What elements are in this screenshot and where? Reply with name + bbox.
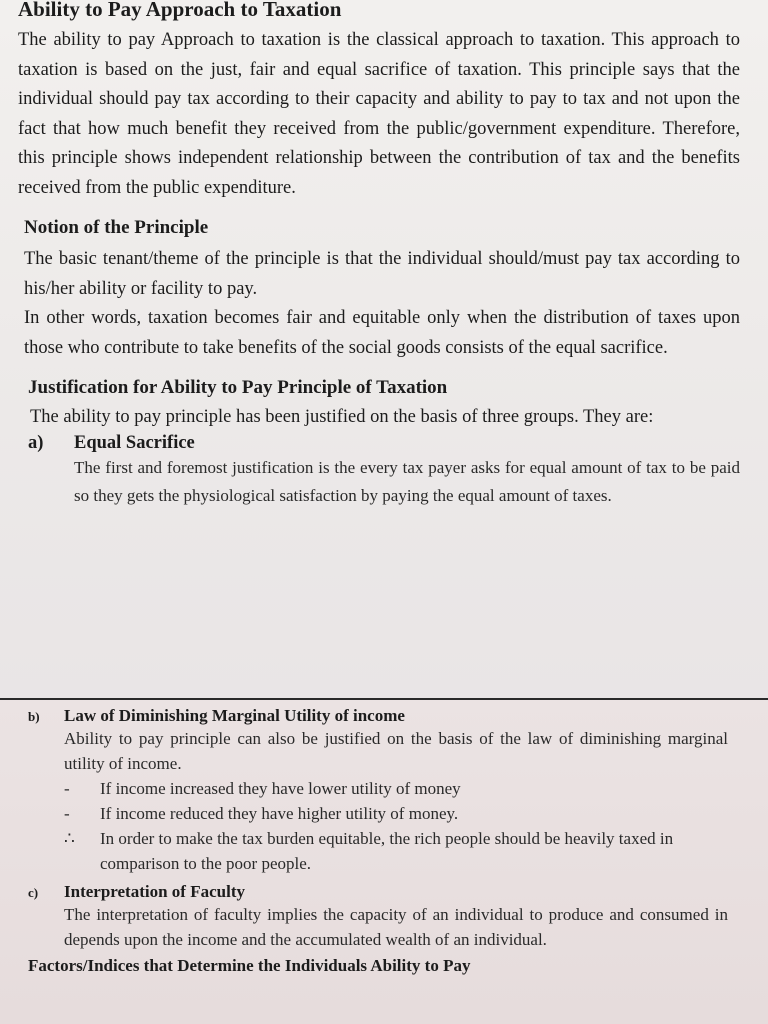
bullet-item [64,801,728,826]
list-item-a [28,433,740,454]
bottom-page-photo [0,698,768,1024]
justification-heading: Justification for Ability to Pay Principle of Taxation [28,377,448,398]
list-item-c [28,882,728,902]
bullet-text: In order to make the tax burden equitable, the rich people should be heavily taxed in comparison to the poor people. [100,829,674,873]
item-b-title: Law of Diminishing Marginal Utility of income [64,706,405,725]
item-a-text: The first and foremost justification is the every tax payer asks for equal amount of tax to be paid so they gets the physiological satisfaction by paying the equal amount of taxes. [74,457,740,505]
item-a-body [74,454,740,510]
item-c-title: Interpretation of Faculty [64,882,245,901]
intro-paragraph: The ability to pay Approach to taxation is the classical approach to taxation. This approach to taxation is based on the just, fair and equal sacrifice of taxation. This principle says that the individual should pay tax according to their capacity and ability to pay to tax and not upon the fact that how much benefit they received from the public/government expenditure. Therefore, this principle shows independent relationship between the contribution of tax and the benefits received from the public expenditure. [18,30,740,198]
bullet-symbol: - [64,779,70,798]
item-b-body [64,726,728,876]
bullet-item [64,776,728,801]
page-title: Ability to Pay Approach to Taxation [18,0,342,21]
item-a-marker: a) [28,432,44,453]
notion-paragraph-2: In other words, taxation becomes fair and equitable only when the distribution of taxes upon those who contribute to take benefits of the social goods consists of the equal sacrifice. [24,308,740,358]
notion-paragraph-1: The basic tenant/theme of the principle is that the individual should/must pay tax according to his/her ability or facility to pay. [24,249,740,299]
bullet-text: If income increased they have lower utility of money [100,779,461,798]
factors-heading: Factors/Indices that Determine the Individuals Ability to Pay [28,956,471,975]
item-a-title: Equal Sacrifice [74,432,195,453]
bullet-item [64,826,728,876]
item-c-text: The interpretation of faculty implies the capacity of an individual to produce and consumed in depends upon the income and the accumulated wealth of an individual. [64,905,728,949]
therefore-symbol: ∴ [64,829,75,848]
item-b-text: Ability to pay principle can also be justified on the basis of the law of diminishing marginal utility of income. [64,729,728,773]
notion-heading: Notion of the Principle [24,217,209,238]
item-c-body [64,902,728,952]
item-b-marker: b) [28,709,40,724]
list-item-b [28,706,728,726]
bullet-text: If income reduced they have higher utility of money. [100,804,459,823]
item-c-marker: c) [28,885,39,900]
justification-intro: The ability to pay principle has been justified on the basis of three groups. They are: [30,407,654,427]
bullet-symbol: - [64,804,70,823]
